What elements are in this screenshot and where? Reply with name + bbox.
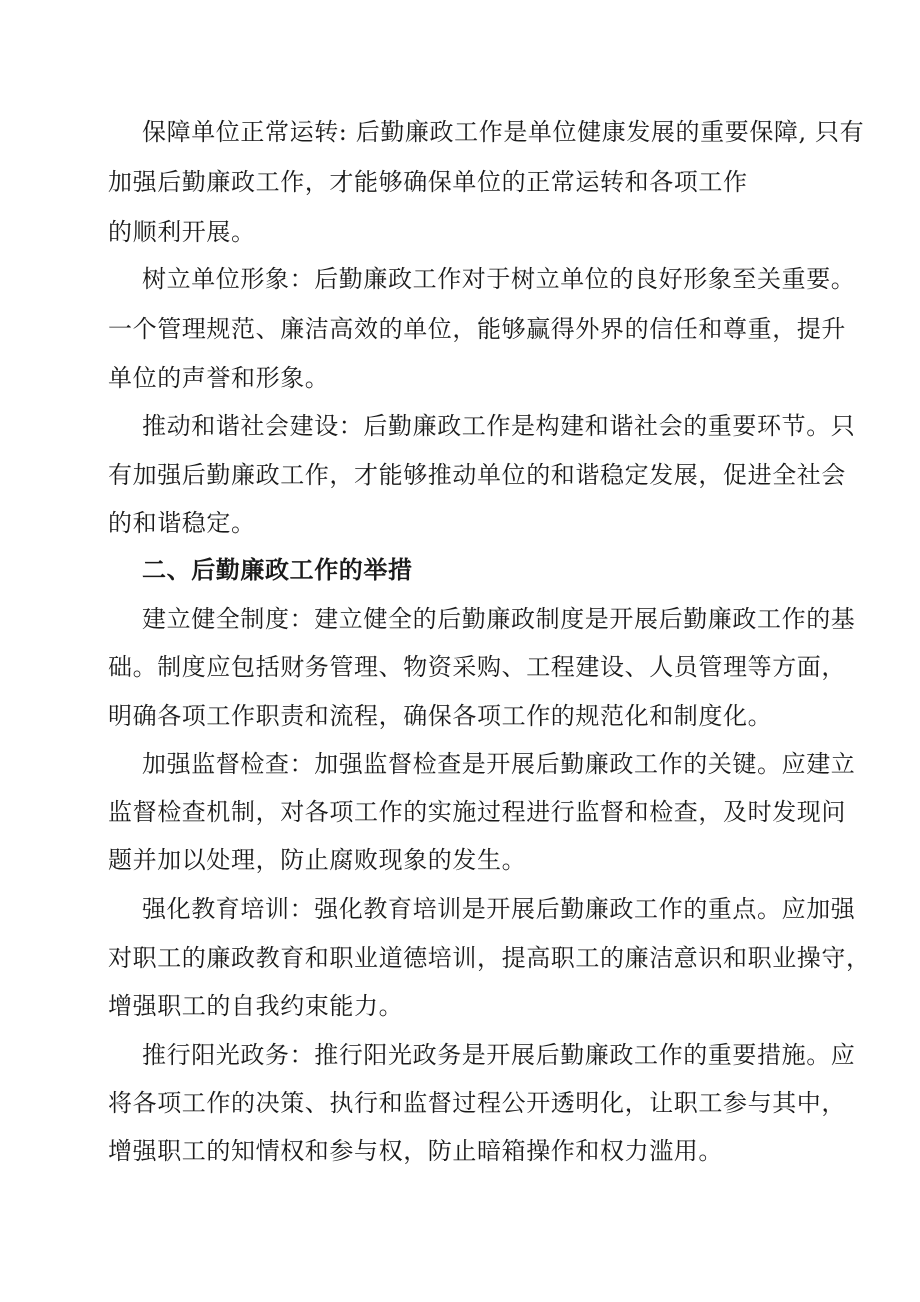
paragraph-line: 题并加以处理，防止腐败现象的发生。 [108,846,527,874]
paragraph-line: 础。制度应包括财务管理、物资采购、工程建设、人员管理等方面， [108,653,846,681]
paragraph-line: 的和谐稳定。 [108,509,256,537]
section-heading: 二、后勤廉政工作的举措 [142,555,413,584]
paragraph-line: 树立单位形象：后勤廉政工作对于树立单位的良好形象至关重要。 [142,265,856,293]
paragraph-line: 有加强后勤廉政工作，才能够推动单位的和谐稳定发展，促进全社会 [108,461,846,489]
paragraph-line: 的顺利开展。 [108,218,256,246]
paragraph-line: 单位的声誉和形象。 [108,364,330,392]
paragraph-line: 推行阳光政务：推行阳光政务是开展后勤廉政工作的重要措施。应 [142,1041,856,1069]
paragraph-line: 保障单位正常运转: 后勤廉政工作是单位健康发展的重要保障, 只有 [142,118,865,146]
paragraph-line: 将各项工作的决策、执行和监督过程公开透明化，让职工参与其中， [108,1089,846,1117]
paragraph-line: 对职工的廉政教育和职业道德培训，提高职工的廉洁意识和职业操守， [108,944,871,972]
paragraph-line: 加强监督检查：加强监督检查是开展后勤廉政工作的关键。应建立 [142,750,856,778]
paragraph-line: 增强职工的自我约束能力。 [108,992,404,1020]
paragraph-line: 监督检查机制，对各项工作的实施过程进行监督和检查，及时发现问 [108,798,846,826]
paragraph-line: 明确各项工作职责和流程，确保各项工作的规范化和制度化。 [108,702,773,730]
paragraph-line: 建立健全制度：建立健全的后勤廉政制度是开展后勤廉政工作的基 [142,605,856,633]
paragraph-line: 增强职工的知情权和参与权，防止暗箱操作和权力滥用。 [108,1137,723,1165]
paragraph-line: 强化教育培训：强化教育培训是开展后勤廉政工作的重点。应加强 [142,895,856,923]
paragraph-line: 一个管理规范、廉洁高效的单位，能够赢得外界的信任和尊重，提升 [108,315,846,343]
paragraph-line: 推动和谐社会建设：后勤廉政工作是构建和谐社会的重要环节。只 [142,412,856,440]
paragraph-line: 加强后勤廉政工作，才能够确保单位的正常运转和各项工作 [108,168,748,196]
